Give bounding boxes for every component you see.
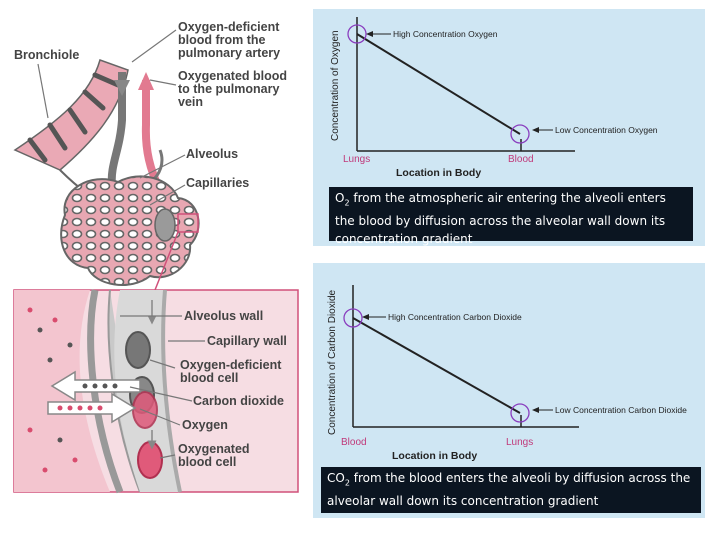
high-label: High Concentration Carbon Dioxide (388, 312, 522, 322)
x-axis-label: Location in Body (392, 450, 478, 462)
low-label: Low Concentration Carbon Dioxide (555, 405, 687, 415)
carbon-dioxide-gradient-panel (313, 263, 705, 518)
label-bronchiole: Bronchiole (14, 48, 80, 62)
label-oxygenated-cell: Oxygenated blood cell (178, 442, 250, 469)
label-carbon-dioxide: Carbon dioxide (193, 394, 284, 408)
tick-label-left: Lungs (343, 154, 371, 165)
tick-label-right: Blood (508, 154, 534, 165)
y-axis-label: Concentration of Carbon Dioxide (327, 289, 338, 435)
gradient-line (353, 318, 520, 413)
label-oxygen-deficient-blood: Oxygen-deficient blood from the pulmonary artery (178, 20, 281, 60)
oxygen-gradient-panel (313, 9, 705, 246)
label-alveolus-wall: Alveolus wall (184, 309, 264, 323)
low-label: Low Concentration Oxygen (555, 125, 658, 135)
tick-label-left: Blood (341, 437, 367, 448)
y-axis-label: Concentration of Oxygen (330, 30, 341, 141)
oxygen-gradient-graph (313, 9, 705, 189)
label-alveolus: Alveolus (186, 147, 239, 161)
gradient-line (357, 34, 520, 134)
label-oxygen: Oxygen (182, 418, 228, 432)
label-oxygen-deficient-cell: Oxygen-deficient blood cell (180, 358, 282, 385)
high-label: High Concentration Oxygen (393, 29, 498, 39)
label-capillary-wall: Capillary wall (207, 334, 287, 348)
label-capillaries: Capillaries (186, 176, 250, 190)
oxygen-caption: $O_2$ from the atmospheric air entering the alveoli enters the blood by diffusion across the alveolar wall down its concentration gradient (329, 187, 693, 241)
carbon-dioxide-caption: $CO_2$ from the blood enters the alveoli by diffusion across the alveolar wall down its concentration gradient (321, 467, 701, 513)
vein-arrow-icon (138, 72, 154, 90)
carbon-dioxide-gradient-graph (313, 263, 705, 463)
x-axis-label: Location in Body (396, 167, 482, 179)
tick-label-right: Lungs (506, 437, 534, 448)
label-oxygenated-blood: Oxygenated blood to the pulmonary vein (178, 69, 288, 109)
